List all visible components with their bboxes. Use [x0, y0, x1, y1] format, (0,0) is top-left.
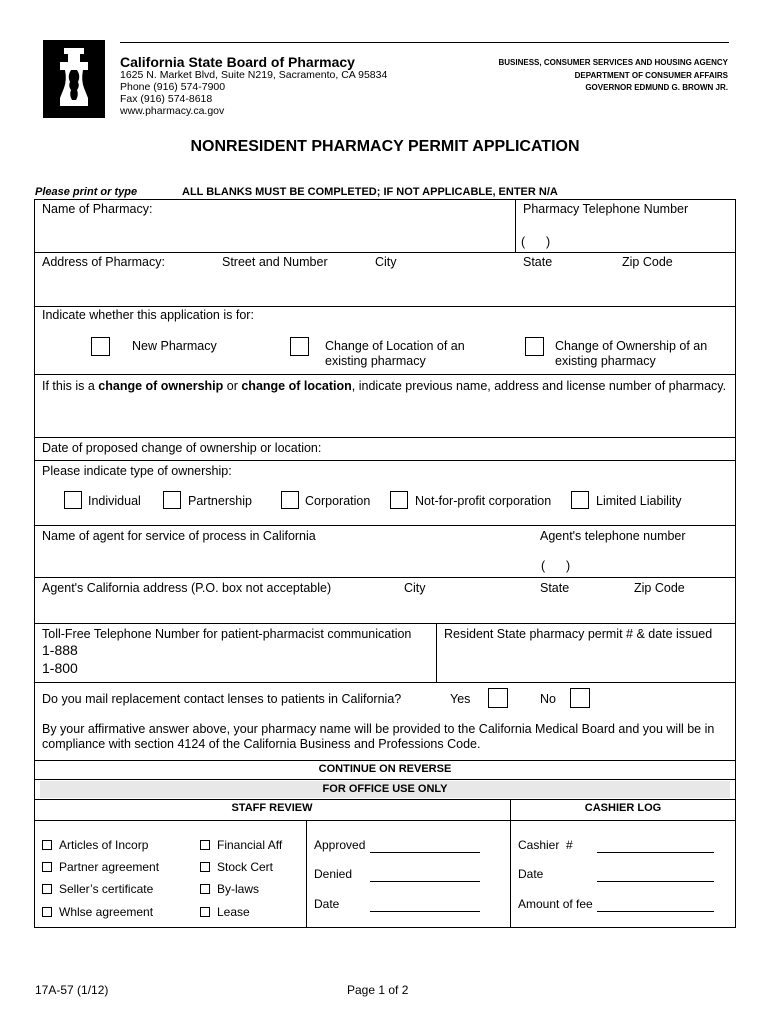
change-location-label-1: Change of Location of an: [325, 339, 465, 353]
agency-line-2: DEPARTMENT OF CONSUMER AFFAIRS: [574, 71, 728, 80]
previous-info-label: If this is a change of ownership or change of location, indicate previous name, address and license number of pharmacy.: [42, 379, 727, 393]
ownership-type-label: Please indicate type of ownership:: [42, 464, 232, 478]
contact-lenses-question: Do you mail replacement contact lenses to patients in California?: [42, 692, 402, 706]
all-blanks-note: ALL BLANKS MUST BE COMPLETED; IF NOT APPLICABLE, ENTER N/A: [182, 186, 558, 198]
agent-name-label: Name of agent for service of process in California: [42, 529, 316, 543]
financial-aff-item[interactable]: Financial Aff: [200, 838, 282, 852]
amount-of-fee-line[interactable]: [597, 911, 714, 912]
zip-code-label: Zip Code: [622, 255, 673, 269]
lease-checkbox[interactable]: [200, 907, 210, 917]
agency-line-3: GOVERNOR EDMUND G. BROWN JR.: [585, 83, 728, 92]
previous-info-field[interactable]: [36, 396, 734, 436]
yes-checkbox[interactable]: [488, 688, 508, 708]
affirmative-text-2: compliance with section 4124 of the California Business and Professions Code.: [42, 737, 481, 751]
name-of-pharmacy-field[interactable]: [36, 218, 514, 251]
by-laws-checkbox[interactable]: [200, 884, 210, 894]
form-number: 17A-57 (1/12): [35, 983, 109, 997]
partnership-checkbox[interactable]: [163, 491, 181, 509]
partnership-label: Partnership: [188, 494, 252, 508]
toll-free-label: Toll-Free Telephone Number for patient-pharmacist communication: [42, 627, 412, 641]
change-location-label-2: existing pharmacy: [325, 354, 426, 368]
print-or-type-note: Please print or type: [35, 186, 138, 198]
agent-phone-field[interactable]: ( ): [541, 559, 571, 573]
cashier-date-line[interactable]: [597, 881, 714, 882]
pharmacy-phone-label: Pharmacy Telephone Number: [523, 202, 689, 216]
amount-of-fee-label: Amount of fee: [518, 897, 593, 911]
financial-aff-checkbox[interactable]: [200, 840, 210, 850]
agent-address-field[interactable]: [36, 598, 734, 622]
change-ownership-label-1: Change of Ownership of an: [555, 339, 708, 353]
form-title: NONRESIDENT PHARMACY PERMIT APPLICATION: [190, 138, 580, 155]
address-field[interactable]: [36, 272, 734, 305]
mortar-pestle-icon: [43, 40, 105, 118]
staff-review-heading: STAFF REVIEW: [231, 802, 313, 814]
no-checkbox[interactable]: [570, 688, 590, 708]
llc-label: Limited Liability: [596, 494, 682, 508]
board-logo: [43, 40, 105, 118]
cashier-log-heading: CASHIER LOG: [584, 802, 662, 814]
name-of-pharmacy-label: Name of Pharmacy:: [42, 202, 153, 216]
org-website: www.pharmacy.ca.gov: [120, 105, 225, 117]
no-label: No: [540, 692, 556, 706]
org-phone: Phone (916) 574-7900: [120, 81, 226, 93]
city-label: City: [375, 255, 397, 269]
whlse-agreement-checkbox[interactable]: [42, 907, 52, 917]
cashier-date-label: Date: [518, 867, 544, 881]
address-label: Address of Pharmacy:: [42, 255, 165, 269]
individual-checkbox[interactable]: [64, 491, 82, 509]
agent-zip-label: Zip Code: [634, 581, 685, 595]
header-rule: [120, 42, 729, 43]
llc-checkbox[interactable]: [571, 491, 589, 509]
change-ownership-checkbox[interactable]: [525, 337, 544, 356]
stock-cert-item[interactable]: Stock Cert: [200, 860, 273, 874]
sellers-certificate-item[interactable]: Seller’s certificate: [42, 882, 153, 896]
continue-on-reverse: CONTINUE ON REVERSE: [318, 763, 452, 775]
agent-phone-label: Agent's telephone number: [540, 529, 686, 543]
page-number: Page 1 of 2: [347, 983, 409, 997]
approved-line[interactable]: [370, 852, 480, 853]
individual-label: Individual: [88, 494, 141, 508]
sellers-certificate-checkbox[interactable]: [42, 884, 52, 894]
by-laws-item[interactable]: By-laws: [200, 882, 259, 896]
agent-address-label: Agent's California address (P.O. box not acceptable): [42, 581, 332, 595]
office-use-heading: FOR OFFICE USE ONLY: [322, 783, 448, 795]
change-ownership-label-2: existing pharmacy: [555, 354, 656, 368]
denied-label: Denied: [314, 867, 353, 881]
whlse-agreement-item[interactable]: Whlse agreement: [42, 905, 153, 919]
new-pharmacy-label: New Pharmacy: [132, 339, 217, 353]
yes-label: Yes: [450, 692, 471, 706]
resident-permit-field[interactable]: [438, 644, 734, 681]
nonprofit-label: Not-for-profit corporation: [415, 494, 552, 508]
agent-city-label: City: [404, 581, 426, 595]
change-location-checkbox[interactable]: [290, 337, 309, 356]
street-number-label: Street and Number: [222, 255, 328, 269]
agent-state-label: State: [540, 581, 570, 595]
org-address: 1625 N. Market Blvd, Suite N219, Sacramento, CA 95834: [120, 69, 388, 81]
date-proposed-change-label: Date of proposed change of ownership or location:: [42, 441, 322, 455]
lease-item[interactable]: Lease: [200, 905, 250, 919]
org-name: California State Board of Pharmacy: [120, 54, 355, 70]
org-fax: Fax (916) 574-8618: [120, 93, 213, 105]
new-pharmacy-checkbox[interactable]: [91, 337, 110, 356]
agency-line-1: BUSINESS, CONSUMER SERVICES AND HOUSING AGENCY: [498, 58, 728, 67]
pharmacy-phone-field[interactable]: ( ): [521, 235, 551, 249]
partner-agreement-checkbox[interactable]: [42, 862, 52, 872]
toll-free-1800-field[interactable]: 1-800: [42, 660, 78, 676]
partner-agreement-item[interactable]: Partner agreement: [42, 860, 159, 874]
articles-incorp-checkbox[interactable]: [42, 840, 52, 850]
cashier-number-label: Cashier #: [518, 838, 573, 852]
cashier-number-line[interactable]: [597, 852, 714, 853]
resident-permit-label: Resident State pharmacy permit # & date issued: [444, 627, 713, 641]
application-type-label: Indicate whether this application is for:: [42, 308, 254, 322]
agent-name-field[interactable]: [36, 546, 531, 576]
toll-free-1888-field[interactable]: 1-888: [42, 642, 78, 658]
stock-cert-checkbox[interactable]: [200, 862, 210, 872]
nonprofit-checkbox[interactable]: [390, 491, 408, 509]
denied-line[interactable]: [370, 881, 480, 882]
state-label: State: [523, 255, 553, 269]
staff-date-line[interactable]: [370, 911, 480, 912]
approved-label: Approved: [314, 838, 366, 852]
corporation-checkbox[interactable]: [281, 491, 299, 509]
affirmative-text-1: By your affirmative answer above, your pharmacy name will be provided to the California Medical Board and you will be in: [42, 722, 715, 736]
staff-date-label: Date: [314, 897, 340, 911]
corporation-label: Corporation: [305, 494, 371, 508]
articles-incorp-item[interactable]: Articles of Incorp: [42, 838, 148, 852]
